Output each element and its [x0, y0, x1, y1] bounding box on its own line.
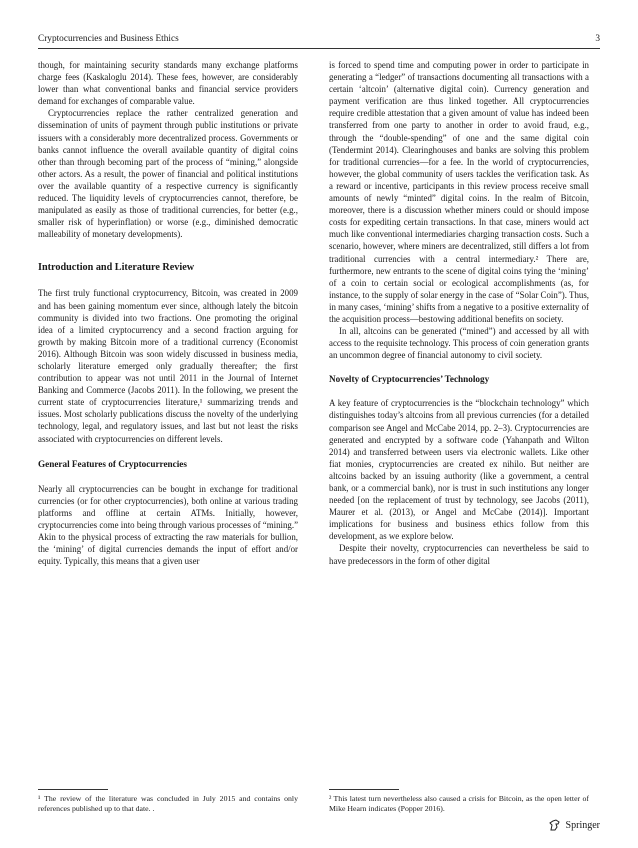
paragraph: Nearly all cryptocurrencies can be bought in exchange for traditional currencies (or for other cryptocurrencies), both online at various trading platforms and offline at certain ATMs. Initially, however, cryptocurrencies come into being through various processes of “mining.” Akin to the physical process of extracting the raw materials for bullion, the ‘mining’ of digital currencies demands the input of effort and/or equity. Typically, this means that a given user — [38, 483, 299, 567]
paragraph: Cryptocurrencies replace the rather centralized generation and dissemination of units of payment through public institutions or private issuers with a considerably more decentralized process. Governments or banks cannot influence the overall available quantity of digital coins other than through becoming part of the process of “mining,” alongside other actors. As a result, the power of financial and political institutions over the available quantity of a respective currency is significantly reduced. The liquidity levels of cryptocurrencies cannot, therefore, be manipulated as easily as those of traditional currencies, for better (e.g., smaller risk of hyperinflation) or worse (e.g., diminished democratic malleability of monetary developments). — [38, 108, 298, 240]
section-heading-introduction: Introduction and Literature Review — [38, 262, 195, 274]
paragraph: In all, altcoins can be generated (“mined”) and accessed by all with access to the requisite technology. This process of coin generation grants an uncommon degree of financial autonomy to civil society. — [329, 326, 589, 361]
paragraph: is forced to spend time and computing power in order to participate in generating a “ledger” of transactions documenting all transactions with a certain ‘altcoin’ (alternative digital coin). Currency generation and payment verification are thus linked together. All cryptocurrencies require credible attestation that a given amount of value has indeed been transferred from one party to another in order to avoid fraud, e.g., through the “double-spending” of one and the same digital coin (Tendermint 2014). Clearinghouses and banks are solving this problem for traditional currencies—for a fee. In the world of cryptocurrencies, however, the global community of users tackles the verification task. As a reward or incentive, participants in this review process receive small amounts of newly “minted” digital coins. In the realm of Bitcoin, moreover, there is a discussion whether miners could or should impose costs for expediting certain transactions. In that case, miners would act much like conventional intermediaries charging transaction costs. Such a scenario, however, where miners are decentralized, still differs a lot from traditional currencies with a central intermediary.² There are, furthermore, new entrants to the scene of digital coins tying the ‘mining’ of a coin to certain social or ecological accomplishments (as, for instance, to the supply of solar energy in the case of “Solar Coin”). Thus, in many cases, ‘mining’ shifts from a negative to a positive externality of the acquisition process—bestowing additional benefits on society. — [329, 60, 589, 324]
page-number: 3 — [595, 34, 600, 44]
journal-title: Cryptocurrencies and Business Ethics — [38, 34, 179, 44]
footnote-rule — [38, 789, 108, 790]
springer-horse-icon — [548, 818, 562, 832]
left-column — [38, 59, 298, 567]
running-header — [38, 34, 600, 49]
subsection-heading-novelty: Novelty of Cryptocurrencies’ Technology — [329, 374, 490, 385]
paragraph: A key feature of cryptocurrencies is the “blockchain technology” which distinguishes today’s altcoins from all previous currencies (for a detailed comparison see Angel and McCabe 2014, pp. 2–3). Cryptocurrencies are generated and encrypted by a software code (Yahanpath and Wilton 2014) and transferred between users via electronic wallets. Like other fiat monies, cryptocurrencies are created ex nihilo. But neither are altcoins backed by an issuing authority (like a government, a central bank, or a commercial bank), nor is trust in such institutions any longer needed [on the replacement of trust by technology, see Jacobs (2011), Maurer et al. (2013), or Angel and McCabe (2014)]. Important implications for business and business ethics follow from this development, as we explore below. — [329, 398, 589, 542]
subsection-heading-general-features: General Features of Cryptocurrencies — [38, 458, 187, 469]
footnote-1 — [38, 789, 298, 815]
footnote-text: ¹ The review of the literature was concluded in July 2015 and contains only references published up to that date. . — [38, 794, 298, 814]
right-column — [329, 59, 589, 567]
paragraph: though, for maintaining security standards many exchange platforms charge fees (Kaskaloglu 2014). These fees, however, are considerably lower than what conventional banks and financial service providers demand for exchanges of comparable value. — [38, 60, 298, 107]
footnote-rule — [329, 789, 399, 790]
paragraph: Despite their novelty, cryptocurrencies can nevertheless be said to have predecessors in the form of other digital — [329, 543, 589, 566]
paragraph: The first truly functional cryptocurrency, Bitcoin, was created in 2009 and has been gaining momentum ever since, although lately the bitcoin community is divided into two fractions. One promoting the original idea of a limited cryptocurrency and a second fraction arguing for growth by making Bitcoin more of a traditional currency (Economist 2016). Although Bitcoin was soon widely discussed in business media, scholarly literature emerged only gradually thereafter; the first contribution to appear was not until 2011 in the Journal of Internet Banking and Commerce (Jacobs 2011). In the following, we present the current state of cryptocurrencies literature,¹ summarizing trends and issues. Most scholarly publications discuss the novelty of the underlying technology, legal, and regulatory issues, and last but not least the risks associated with cryptocurrencies on different levels. — [38, 288, 298, 444]
publisher-logo — [548, 818, 600, 832]
publisher-name: Springer — [565, 819, 600, 831]
footnote-2 — [329, 789, 589, 815]
footnote-text: ² This latest turn nevertheless also caused a crisis for Bitcoin, as the open letter of Mike Hearn indicates (Popper 2016). — [329, 794, 589, 814]
